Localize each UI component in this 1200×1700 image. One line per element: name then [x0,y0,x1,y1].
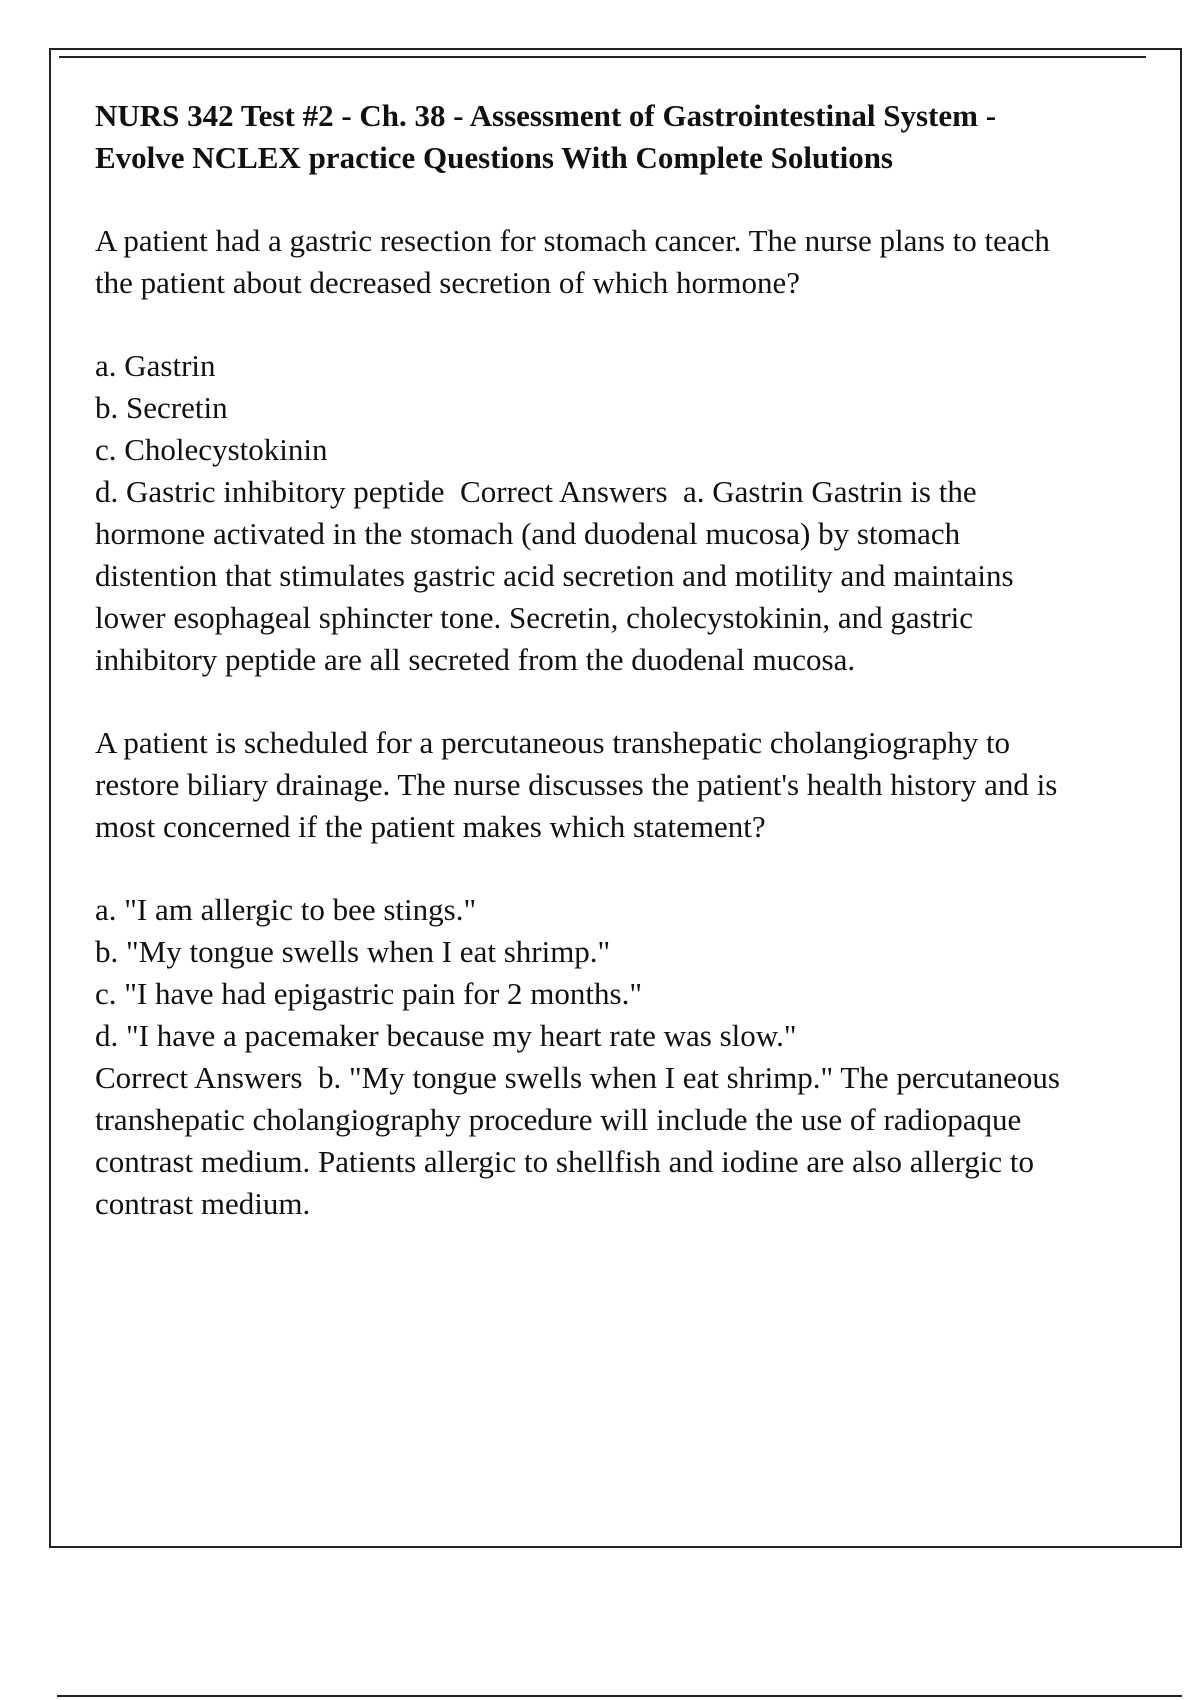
option-b: b. "My tongue swells when I eat shrimp." [95,934,611,969]
answer-label: Correct Answers [460,474,668,509]
question-2 [95,722,1085,1225]
answer-block [95,471,1085,681]
header-rule [59,56,1146,58]
question-stem: A patient had a gastric resection for stomach cancer. The nurse plans to teach the patient about decreased secretion of which hormone? [95,223,1050,300]
document-body [95,95,1085,1266]
document-title: NURS 342 Test #2 - Ch. 38 - Assessment of Gastrointestinal System - Evolve NCLEX practice Questions With Complete Solutions [95,98,997,175]
option-d: d. Gastric inhibitory peptide [95,474,445,509]
rationale: Gastrin is the hormone activated in the stomach (and duodenal mucosa) by stomach distention that stimulates gastric acid secretion and motility and maintains lower esophageal sphincter tone. Secretin, cholecystokinin, and gastric inhibitory peptide are all secreted from the duodenal mucosa. [95,474,1014,677]
correct-answer: a. Gastrin [683,474,804,509]
question-stem: A patient is scheduled for a percutaneous transhepatic cholangiography to restore biliary drainage. The nurse discusses the patient's health history and is most concerned if the patient makes which statement? [95,725,1058,844]
footer-rule [57,1695,1182,1697]
option-a: a. "I am allergic to bee stings." [95,892,477,927]
rationale: The percutaneous transhepatic cholangiography procedure will include the use of radiopaque contrast medium. Patients allergic to shellfish and iodine are also allergic to contrast medium. [95,1060,1060,1221]
option-d: d. "I have a pacemaker because my heart rate was slow." [95,1018,797,1053]
answer-block [95,1057,1085,1225]
correct-answer: b. "My tongue swells when I eat shrimp." [317,1060,834,1095]
answer-label: Correct Answers [95,1060,303,1095]
question-1 [95,220,1085,681]
option-a: a. Gastrin [95,348,216,383]
option-c: c. "I have had epigastric pain for 2 months." [95,976,642,1011]
option-b: b. Secretin [95,390,228,425]
option-c: c. Cholecystokinin [95,432,328,467]
